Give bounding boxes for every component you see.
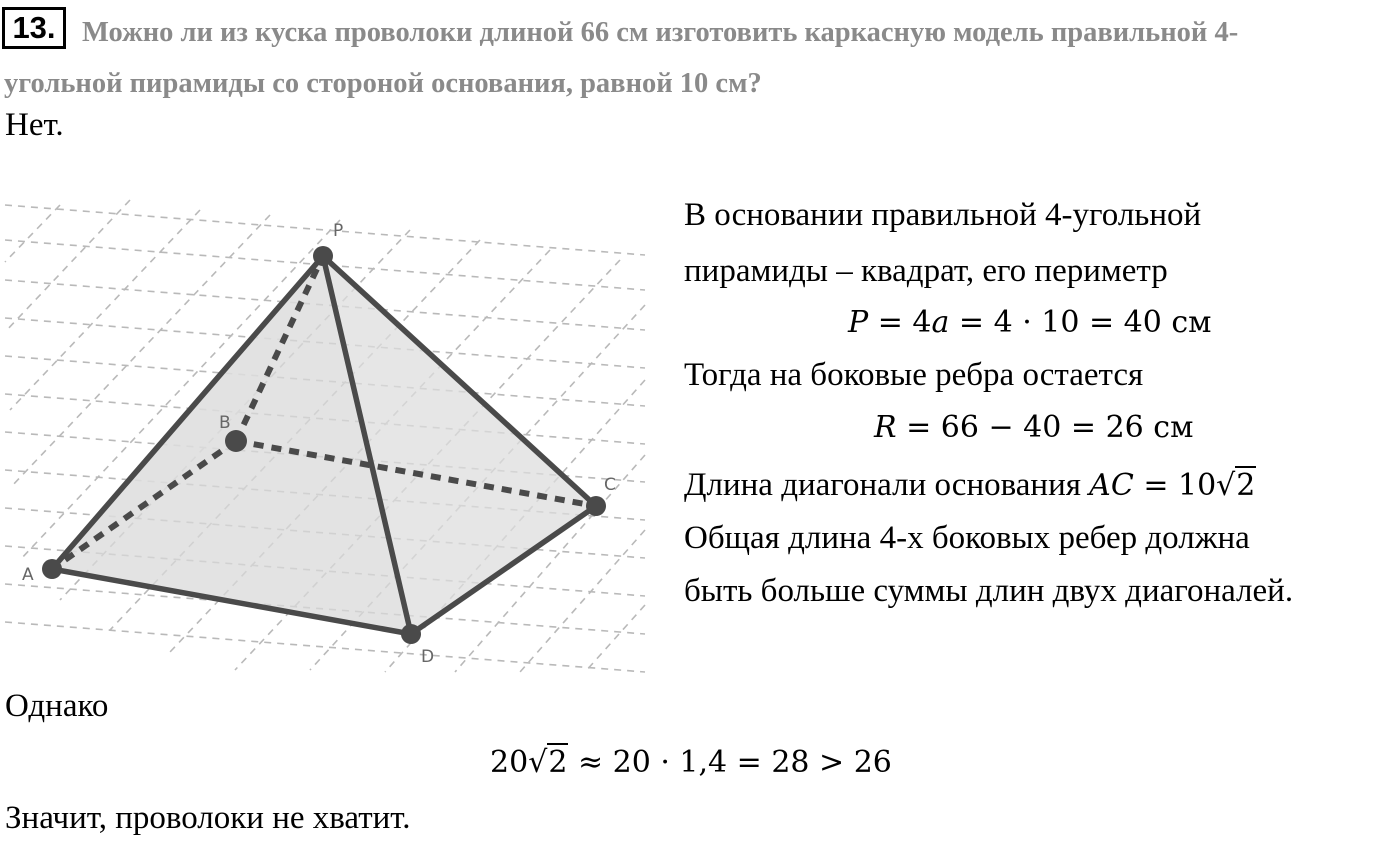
label-B: B <box>219 413 231 433</box>
vertex-C <box>586 496 606 516</box>
final-formula <box>490 745 892 780</box>
formula-rest: = 4 · 10 = 40 см <box>949 305 1212 340</box>
explanation-line-6: быть больше суммы длин двух диагоналей. <box>684 573 1294 609</box>
label-P: P <box>333 221 344 241</box>
label-A: A <box>22 565 34 585</box>
label-C: C <box>604 475 616 495</box>
sqrt-radicand: 2 <box>1236 468 1256 503</box>
pyramid-figure <box>0 185 650 680</box>
problem-number: 13. <box>2 7 66 49</box>
explanation-line-2: пирамиды – квадрат, его периметр <box>684 253 1168 289</box>
vertex-D <box>401 624 421 644</box>
explanation-line-5: Общая длина 4-х боковых ребер должна <box>684 520 1250 556</box>
sqrt-symbol: √2 <box>528 745 568 780</box>
explanation-line-4 <box>684 467 1256 504</box>
explanation-line-1: В основании правильной 4-угольной <box>684 197 1202 233</box>
vertex-B <box>225 430 247 452</box>
diagonal-var-AC: AC <box>1089 468 1134 503</box>
formula-var-R: R <box>874 410 897 445</box>
pyramid-diagram <box>0 185 650 680</box>
sqrt-symbol: √2 <box>1216 468 1256 503</box>
formula-eq: = 4 <box>868 305 932 340</box>
remaining-formula <box>874 410 1193 445</box>
answer-text: Нет. <box>5 107 64 143</box>
question-line-1: Можно ли из куска проволоки длиной 66 см изготовить каркасную модель правильной 4- <box>82 17 1239 48</box>
sqrt-radicand: 2 <box>548 745 568 780</box>
vertex-A <box>42 559 62 579</box>
formula-rest: = 66 − 40 = 26 см <box>896 410 1194 445</box>
explanation-line-3: Тогда на боковые ребра остается <box>684 357 1144 393</box>
perimeter-formula <box>848 305 1212 340</box>
question-line-2: угольной пирамиды со стороной основания, равной 10 см? <box>4 68 762 99</box>
formula-var-a: a <box>931 305 950 340</box>
diagonal-text: Длина диагонали основания <box>684 467 1090 503</box>
diagonal-eq: = 10 <box>1133 468 1217 503</box>
final-coef: 20 <box>490 745 529 780</box>
however-text: Однако <box>5 688 109 724</box>
formula-var-P: P <box>848 305 869 340</box>
vertex-P <box>313 246 333 266</box>
conclusion-text: Значит, проволоки не хватит. <box>5 800 411 836</box>
label-D: D <box>421 647 435 667</box>
final-rest: ≈ 20 · 1,4 = 28 > 26 <box>568 745 892 780</box>
